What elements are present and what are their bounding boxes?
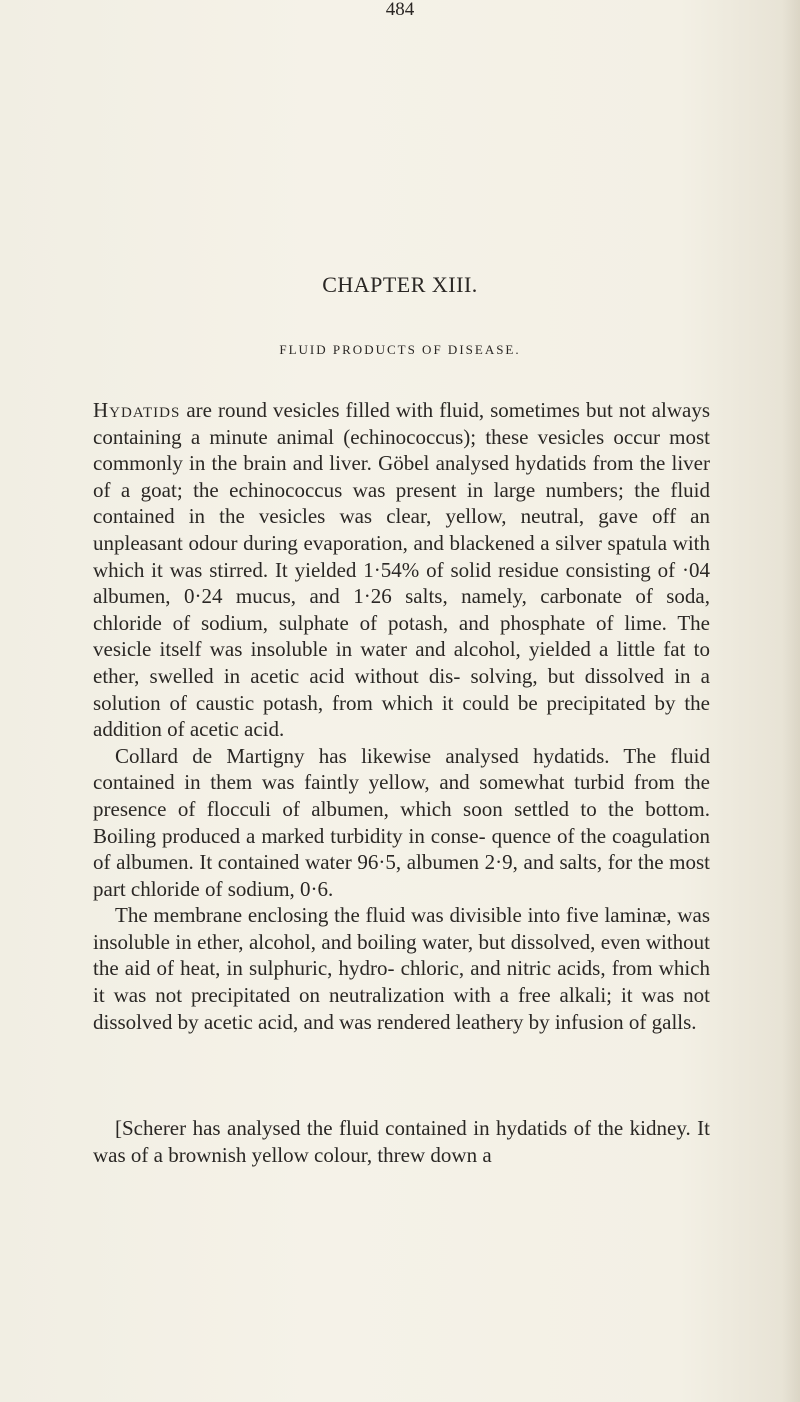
chapter-title: CHAPTER XIII.	[322, 272, 478, 297]
page-edge-shadow	[782, 0, 800, 1402]
chapter-subtitle: FLUID PRODUCTS OF DISEASE.	[279, 342, 521, 357]
body-text	[93, 397, 710, 1035]
paragraph-membrane: The membrane enclosing the fluid was divisible into five laminæ, was insoluble in ether, alcohol, and boiling water, but dissolved, even without the aid of heat, in sulphuric, hydro- chloric, and nitric acids, from which it was not precipitated on neutralization with a free alkali; it was not dissolved by acetic acid, and was rendered leathery by infusion of galls.	[93, 903, 710, 1034]
paragraph-hydatids	[93, 397, 710, 743]
lead-word: Hydatids	[93, 398, 181, 422]
paragraph-text: are round vesicles filled with fluid, sometimes but not always containing a minute animal (echinococcus); these vesicles occur most commonly in the brain and liver. Göbel analysed hydatids from the liver of a goat; the echinococcus was present in large numbers; the fluid contained in the vesicles was clear, yellow, neutral, gave off an unpleasant odour during evaporation, and blackened a silver spatula with which it was stirred. It yielded 1·54% of solid residue consisting of ·04 albumen, 0·24 mucus, and 1·26 salts, namely, carbonate of soda, chloride of sodium, sulphate of potash, and phosphate of lime. The vesicle itself was insoluble in water and alcohol, yielded a little fat to ether, swelled in acetic acid without dis- solving, but dissolved in a solution of caustic potash, from which it could be precipitated by the addition of acetic acid.	[93, 398, 710, 742]
paragraph-collard: Collard de Martigny has likewise analysed hydatids. The fluid contained in them was faintly yellow, and somewhat turbid from the presence of flocculi of albumen, which soon settled to the bottom. Boiling produced a marked turbidity in conse- quence of the coagulation of albumen. It contained water 96·5, albumen 2·9, and salts, for the most part chloride of sodium, 0·6.	[93, 743, 710, 901]
paragraph-scherer: [Scherer has analysed the fluid contained in hydatids of the kidney. It was of a brownish yellow colour, threw down a	[93, 1116, 710, 1167]
page-number: 484	[385, 0, 415, 20]
body-text-continued	[93, 1115, 710, 1168]
